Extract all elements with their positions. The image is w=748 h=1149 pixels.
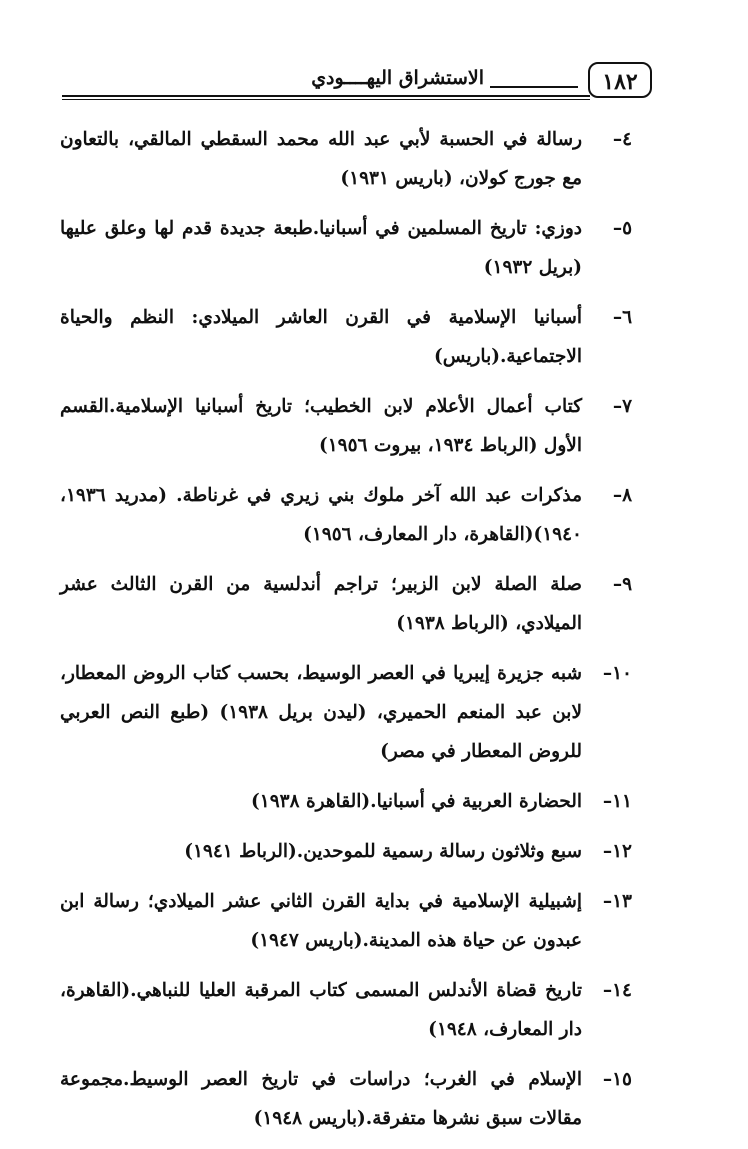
- item-number: ١٠–: [602, 663, 632, 684]
- item-text: كتاب أعمال الأعلام لابن الخطيب؛ تاريخ أسبانيا الإسلامية.القسم الأول (الرباط ١٩٣٤، بيروت ١٩٥٦): [60, 396, 582, 456]
- list-item: [60, 654, 632, 771]
- list-item: [60, 832, 632, 871]
- item-number: ١٤–: [602, 980, 632, 1001]
- page-number: ١٨٢: [588, 62, 652, 98]
- item-text: الحضارة العربية في أسبانيا.(القاهرة ١٩٣٨): [251, 791, 582, 812]
- item-number: ١٣–: [602, 891, 632, 912]
- running-title: الاستشراق اليهــــودي: [311, 67, 484, 89]
- item-text: رسالة في الحسبة لأبي عبد الله محمد السقطي المالقي، بالتعاون مع جورج كولان، (باريس ١٩٣١): [60, 129, 582, 189]
- item-text: صلة الصلة لابن الزبير؛ تراجم أندلسية من القرن الثالث عشر الميلادي، (الرباط ١٩٣٨): [60, 574, 582, 634]
- item-text: مذكرات عبد الله آخر ملوك بني زيري في غرناطة. (مدريد ١٩٣٦، ١٩٤٠)(القاهرة، دار المعارف، ١٩٥٦): [60, 485, 582, 545]
- item-number: ٨–: [612, 485, 632, 506]
- list-item: [60, 387, 632, 465]
- list-item: [60, 1060, 632, 1138]
- item-number: ٦–: [612, 307, 632, 328]
- item-text: دوزي: تاريخ المسلمين في أسبانيا.طبعة جديدة قدم لها وعلق عليها (بريل ١٩٣٢): [60, 218, 582, 278]
- item-text: سبع وثلاثون رسالة رسمية للموحدين.(الرباط ١٩٤١): [184, 841, 582, 862]
- list-item: [60, 782, 632, 821]
- header-rule-short: [490, 86, 578, 88]
- list-item: [60, 476, 632, 554]
- bibliography-list: [60, 120, 632, 1149]
- item-text: الإسلام في الغرب؛ دراسات في تاريخ العصر الوسيط.مجموعة مقالات سبق نشرها متفرقة.(باريس ١٩٤٨): [60, 1069, 582, 1129]
- page-header: [62, 62, 652, 102]
- item-text: شبه جزيرة إيبريا في العصر الوسيط، بحسب كتاب الروض المعطار، لابن عبد المنعم الحميري، (ليدن بريل ١٩٣٨) (طبع النص العربي للروض المعطار في مصر): [60, 663, 583, 762]
- list-item: [60, 120, 632, 198]
- item-number: ٩–: [612, 574, 632, 595]
- item-number: ٧–: [612, 396, 632, 417]
- item-number: ١٥–: [602, 1069, 632, 1090]
- item-number: ١٢–: [602, 841, 632, 862]
- item-number: ٥–: [612, 218, 632, 239]
- header-rule: [62, 95, 590, 100]
- item-text: تاريخ قضاة الأندلس المسمى كتاب المرقبة العليا للنباهي.(القاهرة، دار المعارف، ١٩٤٨): [60, 980, 582, 1040]
- list-item: [60, 209, 632, 287]
- item-text: إشبيلية الإسلامية في بداية القرن الثاني عشر الميلادي؛ رسالة ابن عبدون عن حياة هذه المدينة.(باريس ١٩٤٧): [60, 891, 582, 951]
- list-item: [60, 971, 632, 1049]
- list-item: [60, 565, 632, 643]
- item-number: ٤–: [612, 129, 632, 150]
- item-text: أسبانيا الإسلامية في القرن العاشر الميلادي: النظم والحياة الاجتماعية.(باريس): [60, 307, 582, 367]
- list-item: [60, 882, 632, 960]
- list-item: [60, 298, 632, 376]
- item-number: ١١–: [602, 791, 632, 812]
